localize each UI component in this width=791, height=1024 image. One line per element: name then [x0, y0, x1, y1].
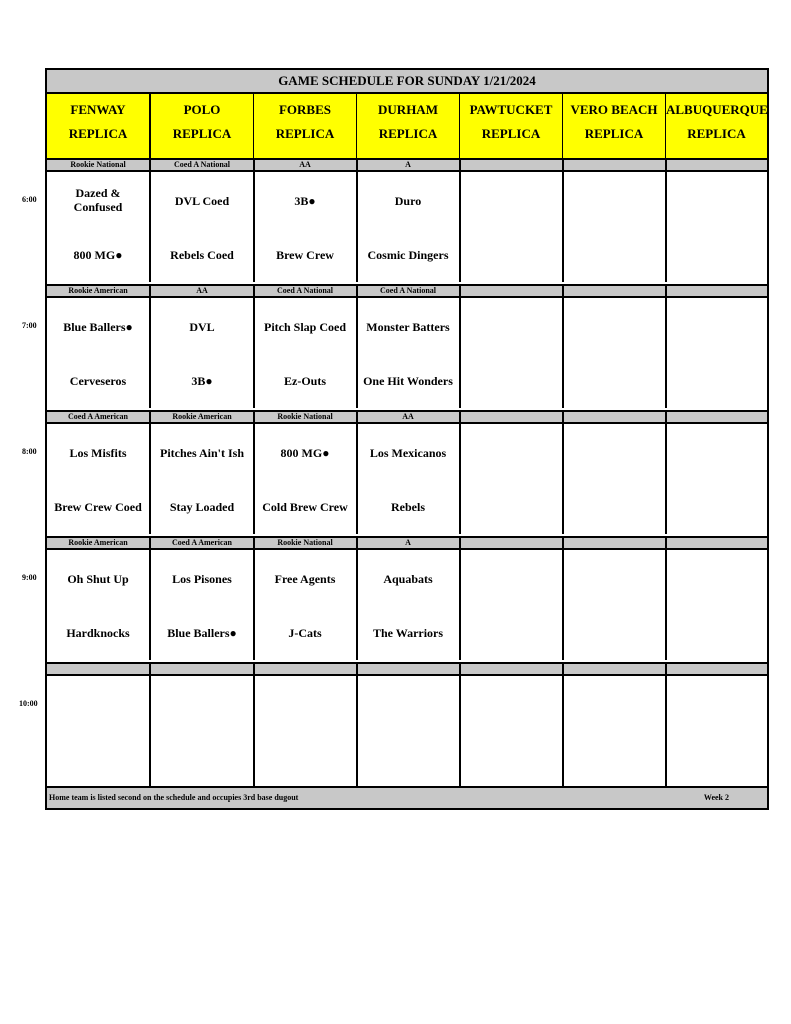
away-team: Los Mexicanos: [369, 446, 447, 460]
field-subtitle: REPLICA: [481, 126, 541, 141]
league-label: [460, 159, 564, 173]
home-team: 3B●: [191, 374, 213, 388]
field-name: PAWTUCKET: [469, 102, 553, 117]
game-cell: [254, 172, 358, 282]
field-subtitle: REPLICA: [275, 126, 335, 141]
league-label: Rookie American: [47, 537, 151, 551]
league-label: [357, 663, 461, 677]
field-header-polo: [151, 94, 255, 158]
home-team: Stay Loaded: [169, 500, 235, 514]
game-cell: [666, 676, 767, 786]
league-label: [254, 663, 358, 677]
field-subtitle: REPLICA: [68, 126, 128, 141]
game-cell: [47, 676, 151, 786]
field-name: FENWAY: [70, 102, 126, 117]
league-label: Rookie American: [151, 411, 255, 425]
home-team: Rebels: [391, 500, 425, 514]
league-label: [460, 411, 564, 425]
league-label: [563, 537, 667, 551]
away-team: Aquabats: [383, 572, 433, 586]
game-cell: [47, 298, 151, 408]
field-header-pawtucket: [460, 94, 564, 158]
league-label: [666, 159, 767, 173]
game-cell: [47, 172, 151, 282]
away-team: Oh Shut Up: [67, 572, 129, 586]
league-label: [460, 537, 564, 551]
league-label: Rookie National: [47, 159, 151, 173]
away-team: Blue Ballers●: [63, 320, 133, 334]
league-label: AA: [151, 285, 255, 299]
field-header-albuquerque: [666, 94, 767, 158]
game-cell: [563, 424, 667, 534]
field-subtitle: REPLICA: [172, 126, 232, 141]
league-label: Coed A National: [151, 159, 255, 173]
game-cell: [357, 424, 461, 534]
home-team: One Hit Wonders: [363, 374, 453, 388]
league-label: [666, 663, 767, 677]
away-team: DVL Coed: [174, 194, 230, 208]
home-team: Brew Crew: [276, 248, 334, 262]
home-team: Ez-Outs: [284, 374, 326, 388]
game-cell: [151, 172, 255, 282]
game-cell: [357, 172, 461, 282]
game-cell: [563, 172, 667, 282]
home-team: Cosmic Dingers: [367, 248, 449, 262]
league-label: AA: [357, 411, 461, 425]
home-team: Hardknocks: [66, 626, 130, 640]
game-cell: [666, 172, 767, 282]
game-cell: [563, 550, 667, 660]
league-label: A: [357, 537, 461, 551]
game-cell: [460, 172, 564, 282]
league-label: [460, 663, 564, 677]
home-team: Brew Crew Coed: [54, 500, 142, 514]
time-label: 6:00: [22, 195, 37, 204]
field-subtitle: REPLICA: [378, 126, 438, 141]
game-cell: [460, 676, 564, 786]
time-label: 7:00: [22, 321, 37, 330]
week-label: Week 2: [703, 793, 729, 802]
league-label: [151, 663, 255, 677]
away-team: DVL: [189, 320, 215, 334]
time-label: 9:00: [22, 573, 37, 582]
game-cell: [47, 550, 151, 660]
league-label: [563, 159, 667, 173]
home-team: J-Cats: [288, 626, 322, 640]
league-label: [666, 285, 767, 299]
game-cell: [151, 676, 255, 786]
home-team: The Warriors: [372, 626, 444, 640]
field-name: POLO: [183, 102, 221, 117]
field-name: FORBES: [278, 102, 331, 117]
game-cell: [666, 424, 767, 534]
home-team: 800 MG●: [73, 248, 123, 262]
game-cell: [563, 676, 667, 786]
field-header-vero-beach: [563, 94, 667, 158]
game-cell: [254, 550, 358, 660]
field-name: DURHAM: [378, 102, 438, 117]
schedule-sheet: [45, 68, 769, 810]
field-header-fenway: [47, 94, 151, 158]
league-label: [563, 285, 667, 299]
game-cell: [460, 424, 564, 534]
game-cell: [666, 550, 767, 660]
league-label: [460, 285, 564, 299]
time-label: 8:00: [22, 447, 37, 456]
away-team: Los Pisones: [172, 572, 232, 586]
game-cell: [666, 298, 767, 408]
league-label: [563, 663, 667, 677]
league-label: [666, 411, 767, 425]
away-team: Duro: [394, 194, 422, 208]
game-cell: [47, 424, 151, 534]
league-label: [47, 663, 151, 677]
league-label: Coed A National: [357, 285, 461, 299]
game-cell: [460, 550, 564, 660]
away-team: Dazed & Confused: [73, 186, 123, 214]
away-team: 3B●: [294, 194, 316, 208]
game-cell: [151, 298, 255, 408]
league-label: Rookie National: [254, 411, 358, 425]
game-cell: [357, 676, 461, 786]
home-team: Cerveseros: [69, 374, 127, 388]
league-label: [666, 537, 767, 551]
league-label: [563, 411, 667, 425]
away-team: Monster Batters: [366, 320, 450, 334]
league-label: Coed A American: [151, 537, 255, 551]
league-label: Coed A National: [254, 285, 358, 299]
schedule-title: GAME SCHEDULE FOR SUNDAY 1/21/2024: [47, 70, 767, 94]
home-team: Cold Brew Crew: [262, 500, 348, 514]
field-name: ALBUQUERQUE: [666, 102, 768, 117]
field-header-durham: [357, 94, 461, 158]
time-label: 10:00: [19, 699, 38, 708]
footer-note: Home team is listed second on the schedule and occupies 3rd base dugout: [49, 793, 299, 802]
game-cell: [563, 298, 667, 408]
game-cell: [151, 424, 255, 534]
game-cell: [357, 550, 461, 660]
game-cell: [460, 298, 564, 408]
game-cell: [357, 298, 461, 408]
league-label: Rookie American: [47, 285, 151, 299]
league-label: Rookie National: [254, 537, 358, 551]
league-label: A: [357, 159, 461, 173]
away-team: Pitch Slap Coed: [263, 320, 346, 334]
field-header-forbes: [254, 94, 358, 158]
home-team: Rebels Coed: [170, 248, 234, 262]
game-cell: [254, 424, 358, 534]
game-cell: [254, 676, 358, 786]
away-team: Los Misfits: [69, 446, 127, 460]
away-team: Pitches Ain't Ish: [159, 446, 244, 460]
away-team: Free Agents: [274, 572, 336, 586]
schedule-footer: [47, 786, 767, 808]
game-cell: [151, 550, 255, 660]
league-label: AA: [254, 159, 358, 173]
game-cell: [254, 298, 358, 408]
league-label: Coed A American: [47, 411, 151, 425]
field-subtitle: REPLICA: [584, 126, 644, 141]
field-subtitle: REPLICA: [687, 126, 746, 141]
home-team: Blue Ballers●: [167, 626, 237, 640]
away-team: 800 MG●: [280, 446, 330, 460]
field-name: VERO BEACH: [570, 102, 658, 117]
